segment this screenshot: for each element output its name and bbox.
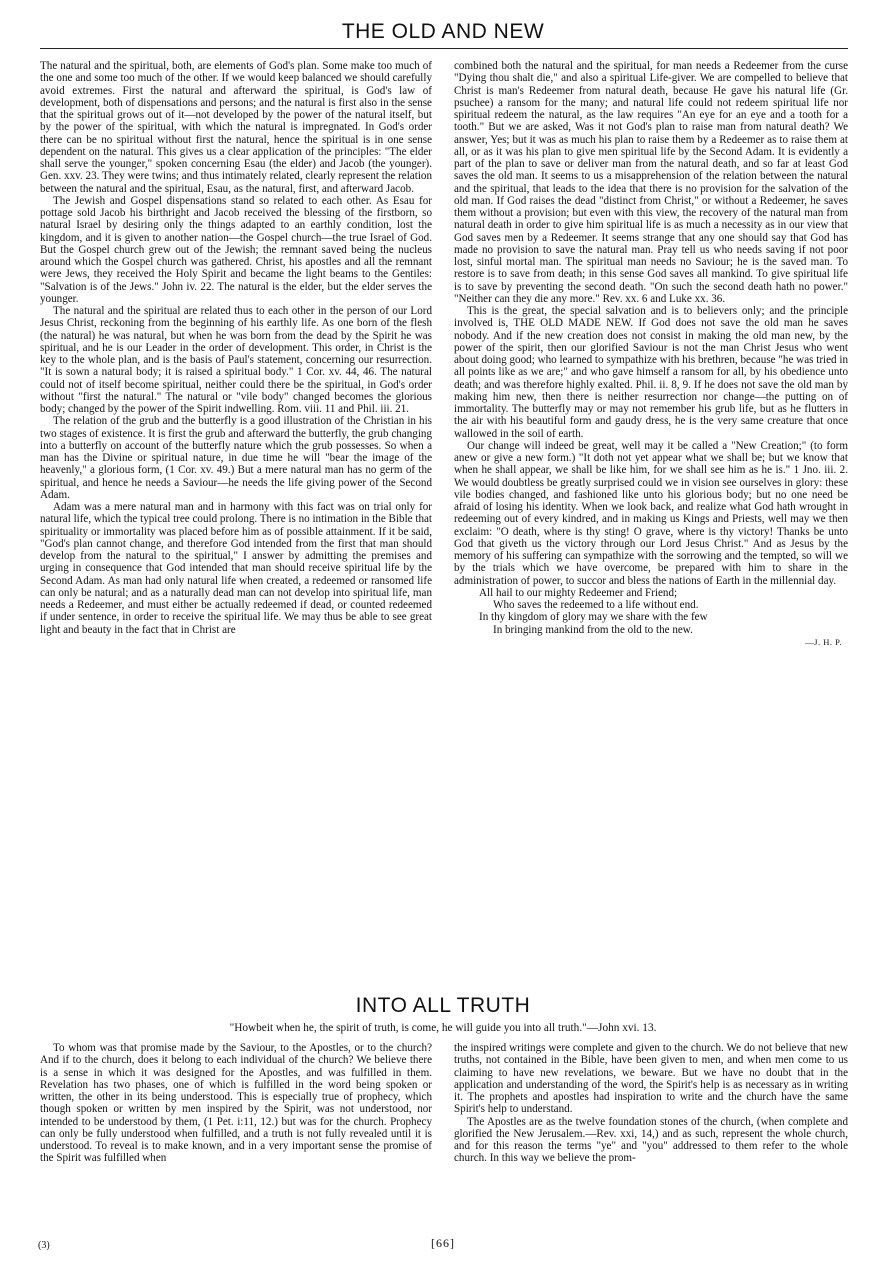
paragraph: The natural and the spiritual, both, are elements of God's plan. Some make too much of the one and some too much of the other. If we would keep balanced we should carefully avoid extremes. First the natural and afterward the spiritual, is God's law of development, both of dispensations and persons; and the natural is first also in the sense that the spiritual grows out of it—not developed by the power of the natural itself, but by the power of the spiritual, with which the natural is impregnated. In God's order there can be no spiritual without first the natural, hence the spiritual is in one sense dependent on the natural. This gives us a clear application of the principles: "The elder shall serve the younger," spoken concerning Esau (the elder) and Jacob (the younger). Gen. xxv. 23. They were twins; and thus intimately related, clearly represent the relation between the natural and the spiritual, Esau, as the natural, first, and afterward Jacob. [40, 60, 432, 195]
paragraph: To whom was that promise made by the Saviour, to the Apostles, or to the church? And if to the church, does it belong to each individual of the church? We believe there is a sense in which it was designed for the Apostles, and was fulfilled in them. Revelation has two phases, one of which is fulfilled in the word being spoken or written, the other in its being understood. This is especially true of prophecy, which though spoken or written by men inspired by the Spirit, was not understood, nor intended to be understood by them, (1 Pet. i:11, 12.) but was for the church. Prophecy can only be fully understood when fulfilled, and a truth is not fully revealed until it is understood. To reveal is to make known, and in a very important sense the promise of the Spirit was fulfilled when [40, 1042, 432, 1165]
poem-line: In thy kingdom of glory may we share with the few [479, 611, 708, 624]
paragraph: The Apostles are as the twelve foundation stones of the church, (when complete and glorified the New Jerusalem.—Rev. xxi, 14,) and as such, represent the whole church, and for this reason the terms "ye" and "you" addressed to them refer to the whole church. In this way we believe the prom- [454, 1115, 848, 1165]
paragraph: This is the great, the special salvation and is to believers only; and the principle involved is, THE OLD MADE NEW. If God does not save the old man he saves nobody. And if the new creation does not consist in making the old man new, by the power of the spirit, then our glorified Saviour is not the man Christ Jesus who went about doing good; who learned to sympathize with his brethren, because "he was tried in all points like as we are;" and who gave himself a ransom for all, by his obedience unto death; and was therefore highly exalted. Phil. ii. 8, 9. If he does not save the old man by making him new, then there is neither resurrection nor change—the putting on of immortality. The butterfly may or may not remember his grub life, but as he flutters in the air with his beautiful form and gaudy dress, he is the very same creature that once wallowed in the soil of earth. [454, 305, 848, 440]
paragraph: The Jewish and Gospel dispensations stand so related to each other. As Esau for pottage sold Jacob his birthright and Jacob received the blessing of the firstborn, so natural Israel by desiring only the things adapted to an earthly condition, lost the kingdom, and it is given to another nation—the Gospel church—the true Israel of God. But the Gospel church grew out of the Jewish; the remnant saved being the nucleus around which the Gospel church was gathered. Christ, his apostles and all the remnant were Jews, they received the Holy Spirit and became the light beams to the Gentiles: "Salvation is of the Jews." John iv. 22. The natural is the elder, but the elder serves the younger. [40, 194, 432, 305]
epigraph: "Howbeit when he, the spirit of truth, is come, he will guide you into all truth."—John xvi. 13. [229, 1022, 657, 1034]
author-signature: —J. H. P. [805, 636, 842, 647]
poem-line: Who saves the redeemed to a life without end. [493, 599, 699, 611]
paragraph: Adam was a mere natural man and in harmony with this fact was on trial only for natural life, which the typical tree could prolong. There is no intimation in the Bible that spirituality or immortality was placed before him as of possible attainment. If it be said, "God's plan cannot change, and therefore God intended from the first that man should develop from the natural to the spiritual," I answer by admitting the premises and urging in consequence that God intended that man should receive spiritual life by the Second Adam. As man had only natural life when created, a redeemed or ransomed life can only be natural; and as a naturally dead man can not develop into spiritual life, man needs a Redeemer, and must either be actually redeemed if dead, or counted redeemed if under sentence, in order to receive the spiritual life. We may thus be able to see great light and beauty in the fact that in Christ are [40, 501, 432, 636]
article-title: INTO ALL TRUTH [355, 994, 531, 1017]
article1-right-column [454, 60, 848, 992]
title-rule [40, 48, 848, 49]
paragraph: the inspired writings were complete and given to the church. We do not believe that new truths, not contained in the Bible, have been given to men, and when men come to us claiming to have new revelations, we beware. But we have no doubt that in the application and understanding of the word, the Spirit's help is as necessary as in writing it. The prophets and apostles had inspiration to write and the church have the same Spirit's help to understand. [454, 1042, 848, 1116]
paragraph: The natural and the spiritual are related thus to each other in the person of our Lord Jesus Christ, reckoning from the beginning of his earthly life. As one born of the flesh (the natural) he was natural, but when he was born from the dead by the Spirit he was spiritual, and he is our Leader in the order of development. This order, in Christ is the key to the whole plan, and is the basis of Paul's statement, concerning our resurrection. "It is sown a natural body; it is raised a spiritual body." 1 Cor. xv. 44, 46. The natural could not of itself become spiritual, neither could there be the spiritual, in God's order without "first the natural." The natural or "vile body" changed becomes the glorious body; changed by the power of the Spirit indwelling. Rom. viii. 11 and Phil. iii. 21. [40, 305, 432, 415]
issue-number: (3) [38, 1240, 50, 1251]
paragraph: combined both the natural and the spiritual, for man needs a Redeemer from the curse "Dying thou shalt die," and also a spiritual Life-giver. We are compelled to believe that Christ is man's Redeemer from natural death, because He gave his natural life (Gr. psuchee) a ransom for the many; and natural life could not redeem spiritual life nor spiritual redeem the natural, as the law requires "An eye for an eye and a tooth for a tooth." But we are asked, Was it not God's plan to raise man from natural death? We answer, Yes; but it was as much his plan to raise them by a Redeemer as to raise them at all, or as it was his plan to give men spiritual life by the Second Adam. It is evidently a part of the plan to save or deliver man from the natural death, and so far at least God saves the old man. It seems to us a misapprehension of the relation between the natural and the spiritual, that leads to the idea that there is no provision for the salvation of the old man. If God raises the dead "distinct from Christ," or without a Redeemer, he saves them without a provision; but even with this view, the recovery of the natural man from natural death in order to give him spiritual life is as much a necessity as in our view that God saves men by a Redeemer. It seems strange that any one should say that God has made no provision to save the natural man. Pray tell us who needs saving if not poor lost, sinful mortal man. The spiritual man needs no Saviour; he is the saved man. To restore is to save from death; in this sense God saves all mankind. To give spiritual life is to save by preventing the second death. "On such the second death hath no power." "Neither can they die any more." Rev. xx. 6 and Luke xx. 36. [454, 60, 848, 305]
poem-line: In bringing mankind from the old to the new. [493, 623, 693, 636]
page-number: [66] [431, 1236, 455, 1250]
paragraph: Our change will indeed be great, well may it be called a "New Creation;" (to form anew or give a new form.) "It doth not yet appear what we shall be; but we know that when he shall appear, we shall be like him, for we shall see him as he is." 1 Jno. iii. 2. We would doubtless be greatly surprised could we in vision see ourselves in glory: these vile bodies changed, and fashioned like unto his glorious body; but no one need be afraid of losing his identity. When we look back, and realize what God hath wrought in redeeming out of every kindred, and in making us Kings and Priests, well may we then exclaim: "O death, where is thy sting! O grave, where is thy victory! Thanks be unto God that giveth us the victory through our Lord Jesus Christ." And as Jesus by the memory of his suffering can sympathize with the sorrowing and the tempted, so will we by the trials which we have overcome, be prepared with him to share in the administration of power, to succor and bless the nations of Earth in the millennial day. [454, 439, 848, 587]
article2-right-column [454, 1042, 848, 1230]
article2-left-column [40, 1042, 432, 1230]
paragraph: The relation of the grub and the butterfly is a good illustration of the Christian in his two stages of existence. It is first the grub and afterward the butterfly, the grub changing into a butterfly on account of the butterfly nature which the grub possesses. So when a man has the Divine or spiritual nature, in due time he will "bear the image of the heavenly," a glorious form, (1 Cor. xv. 49.) But a mere natural man has no germ of the spiritual, and hence he needs a Saviour—he needs the life giving power of the Second Adam. [40, 415, 432, 501]
page-title: THE OLD AND NEW [341, 20, 545, 43]
poem-line: All hail to our mighty Redeemer and Friend; [479, 586, 678, 599]
article1-left-column [40, 60, 432, 980]
closing-poem [479, 587, 848, 636]
